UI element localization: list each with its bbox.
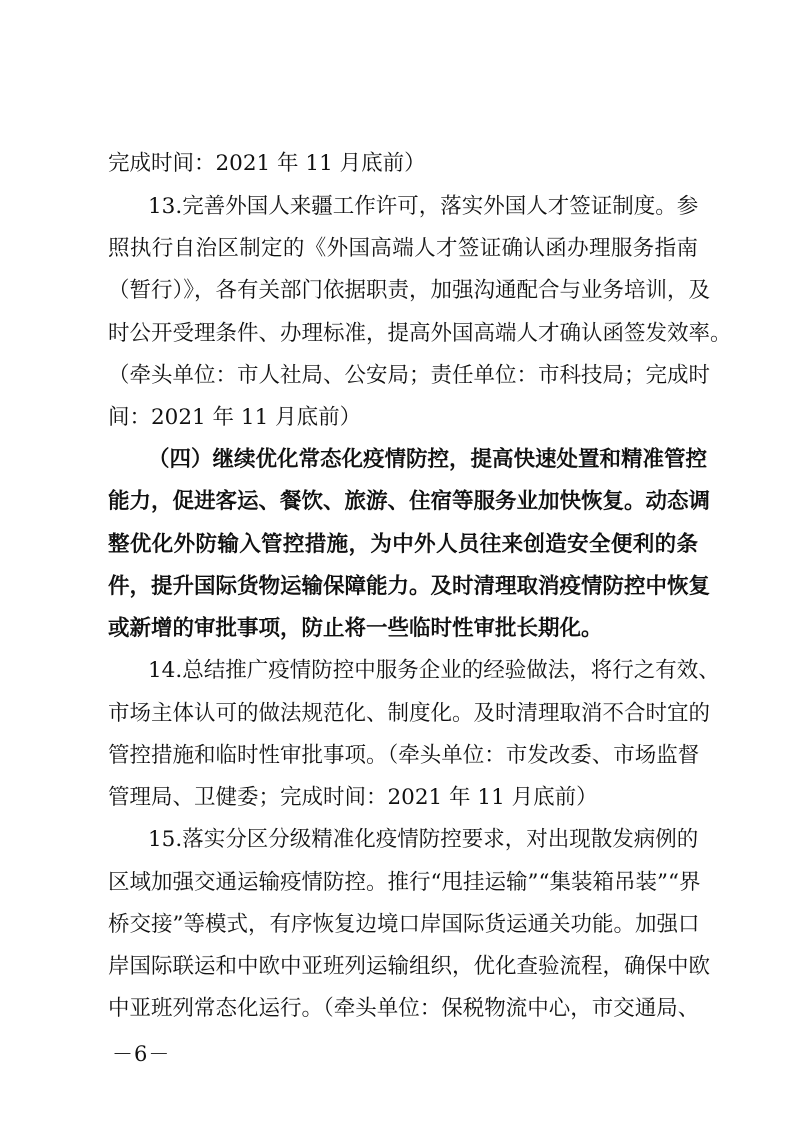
text-line-16: 15.落实分区分级精准化疫情防控要求，对出现散发病例的 [148,827,699,852]
text-line-12: 14.总结推广疫情防控中服务企业的经验做法，将行之有效、 [148,658,720,683]
text-line-18: 桥交接”等模式，有序恢复边境口岸国际货运通关功能。加强口 [108,912,700,937]
section-heading-line-2: 能力，促进客运、餐饮、旅游、住宿等服务业加快恢复。动态调 [108,489,711,514]
section-heading-line-1: （四）继续优化常态化疫情防控，提高快速处置和精准管控 [148,447,708,472]
text-line-1: 完成时间：2021 年 11 月底前） [108,151,426,176]
text-line-13: 市场主体认可的做法规范化、制度化。及时清理取消不合时宜的 [108,701,711,726]
text-line-7: 间：2021 年 11 月底前） [108,405,362,430]
page-number: －6－ [112,1042,171,1066]
text-line-6: （牵头单位：市人社局、公安局；责任单位：市科技局；完成时 [108,363,711,388]
text-line-20: 中亚班列常态化运行。（牵头单位：保税物流中心，市交通局、 [108,996,700,1021]
section-heading-line-4: 件，提升国际货物运输保障能力。及时清理取消疫情防控中恢复 [108,574,711,599]
section-heading-line-3: 整优化外防输入管控措施，为中外人员往来创造安全便利的条 [108,532,698,557]
section-heading-line-5: 或新增的审批事项，防止将一些临时性审批长期化。 [108,616,603,641]
text-line-14: 管控措施和临时性审批事项。（牵头单位：市发改委、市场监督 [108,743,700,768]
text-line-19: 岸国际联运和中欧中亚班列运输组织，优化查验流程，确保中欧 [108,954,711,979]
text-line-15: 管理局、卫健委；完成时间：2021 年 11 月底前） [108,785,598,810]
text-line-17: 区域加强交通运输疫情防控。推行“甩挂运输”“集装箱吊装”“界 [108,870,701,895]
text-line-5: 时公开受理条件、办理标准，提高外国高端人才确认函签发效率。 [108,321,732,346]
text-line-4: （暂行）》，各有关部门依据职责，加强沟通配合与业务培训，及 [108,278,711,303]
text-line-3: 照执行自治区制定的《外国高端人才签证确认函办理服务指南 [108,236,698,261]
text-line-2: 13.完善外国人来疆工作许可，落实外国人才签证制度。参 [148,194,699,219]
